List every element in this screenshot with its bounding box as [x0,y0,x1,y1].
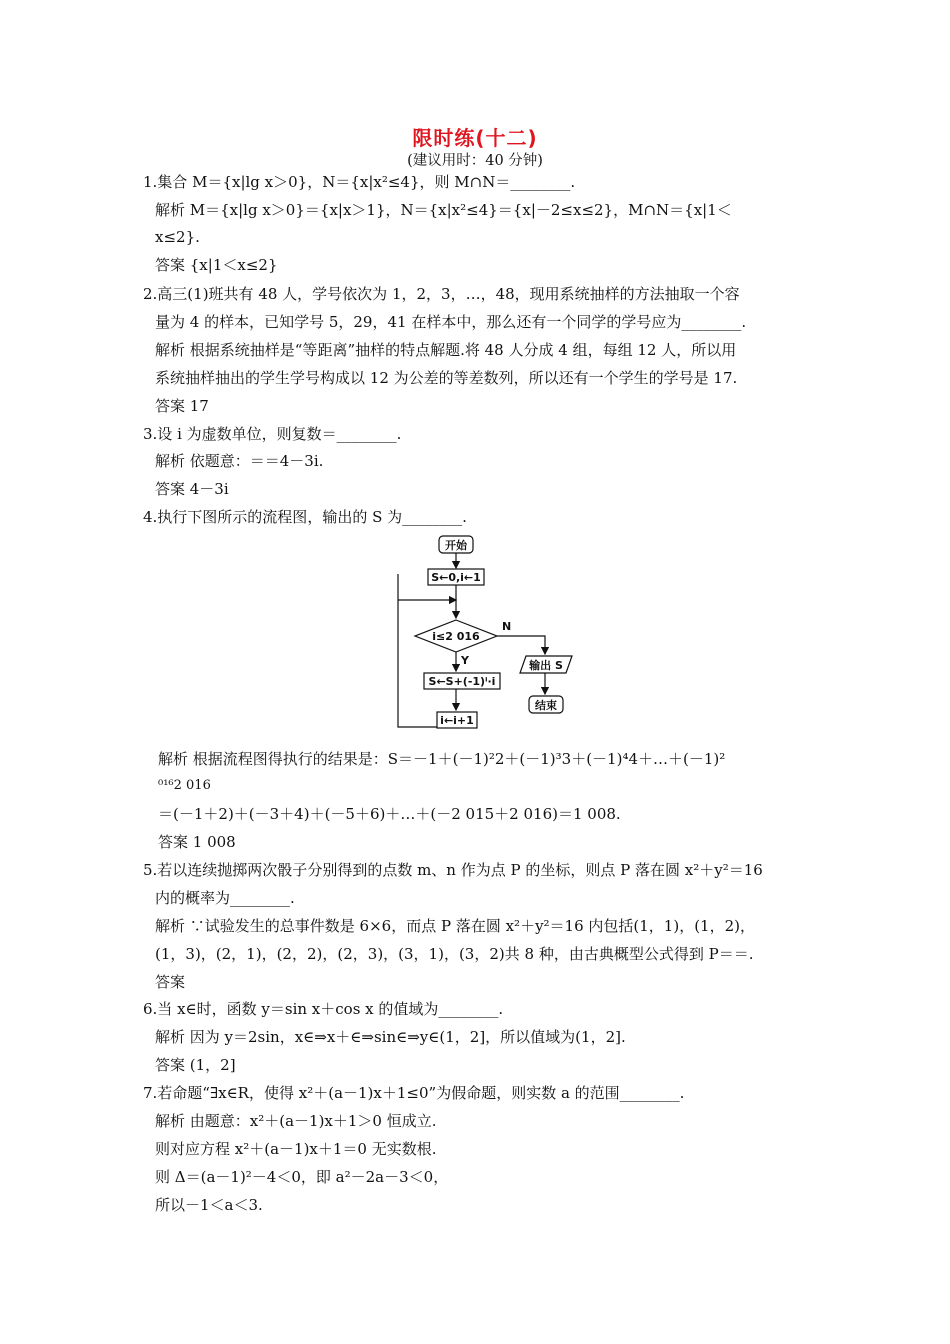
question-2: 2.高三(1)班共有 48 人，学号依次为 1，2，3，…，48，现用系统抽样的方法抽取一个容 [143,285,740,303]
solution-5-cont: (1，3)，(2，1)，(2，2)，(2，3)，(3，1)，(3，2)共 8 种，由古典概型公式得到 P＝＝. [155,945,754,963]
page-subtitle: (建议用时：40 分钟) [407,153,543,169]
solution-7-line2: 则对应方程 x²＋(a－1)x＋1＝0 无实数根. [155,1140,437,1158]
start-label: 开始 [445,539,467,552]
solution-7-line3: 则 Δ＝(a－1)²－4＜0，即 a²－2a－3＜0， [155,1168,449,1186]
flowchart [390,530,590,740]
condition-label: i≤2 016 [432,630,480,643]
no-label: N [502,620,512,633]
solution-3: 解析 依题意：＝＝4－3i. [155,452,324,470]
solution-2: 解析 根据系统抽样是“等距离”抽样的特点解题.将 48 人分成 4 组，每组 12 人，所以用 [155,341,737,359]
question-3: 3.设 i 为虚数单位，则复数＝________. [143,425,402,443]
answer-2: 答案 17 [155,397,209,415]
loop-back-line [398,574,456,727]
solution-1-cont: x≤2}. [155,228,200,246]
solution-5: 解析 ∵试验发生的总事件数是 6×6，而点 P 落在圆 x²＋y²＝16 内包括(1，1)，(1，2)， [155,917,755,935]
question-6: 6.当 x∈时，函数 y＝sin x＋cos x 的值域为________. [143,1000,504,1018]
solution-4-cont: ⁰¹⁶2 016 [158,778,211,793]
update-s-label: S←S+(-1)ⁱ·i [428,675,496,688]
question-1: 1.集合 M＝{x|lg x＞0}，N＝{x|x²≤4}，则 M∩N＝________. [143,173,576,191]
question-2-cont: 量为 4 的样本，已知学号 5，29，41 在样本中，那么还有一个同学的学号应为________. [155,313,747,331]
question-5-cont: 内的概率为________. [155,889,295,907]
solution-4: 解析 根据流程图得执行的结果是：S＝－1＋(－1)²2＋(－1)³3＋(－1)⁴4＋…＋(－1)² [158,750,726,768]
init-label: S←0,i←1 [431,571,481,584]
yes-label: Y [461,654,469,667]
output-label: 输出 S [529,659,563,672]
question-5: 5.若以连续抛掷两次骰子分别得到的点数 m、n 作为点 P 的坐标，则点 P 落在圆 x²＋y²＝16 [143,861,763,879]
answer-4: 答案 1 008 [158,833,236,851]
solution-2-cont: 系统抽样抽出的学生学号构成以 12 为公差的等差数列，所以还有一个学生的学号是 17. [155,369,738,387]
update-i-label: i←i+1 [440,714,474,727]
answer-1: 答案 {x|1＜x≤2} [155,256,278,274]
solution-7: 解析 由题意：x²＋(a－1)x＋1＞0 恒成立. [155,1112,437,1130]
solution-1: 解析 M＝{x|lg x＞0}＝{x|x＞1}，N＝{x|x²≤4}＝{x|－2≤x≤2}，M∩N＝{x|1＜ [155,201,732,219]
solution-7-line4: 所以－1＜a＜3. [155,1196,263,1214]
page-title: 限时练(十二) [412,126,538,150]
end-label: 结束 [535,699,557,712]
answer-3: 答案 4－3i [155,480,229,498]
question-7: 7.若命题“∃x∈R，使得 x²＋(a－1)x＋1≤0”为假命题，则实数 a 的范围________. [143,1084,685,1102]
answer-6: 答案 (1，2] [155,1056,236,1074]
question-4: 4.执行下图所示的流程图，输出的 S 为________. [143,508,467,526]
solution-4-sum: ＝(－1＋2)＋(－3＋4)＋(－5＋6)＋…＋(－2 015＋2 016)＝1 008. [158,805,621,823]
solution-6: 解析 因为 y＝2sin，x∈⇒x＋∈⇒sin∈⇒y∈(1，2]，所以值域为(1，2]. [155,1028,626,1046]
answer-5: 答案 [155,973,186,991]
flowchart-svg [390,530,590,740]
arrow-no-branch [497,636,545,654]
